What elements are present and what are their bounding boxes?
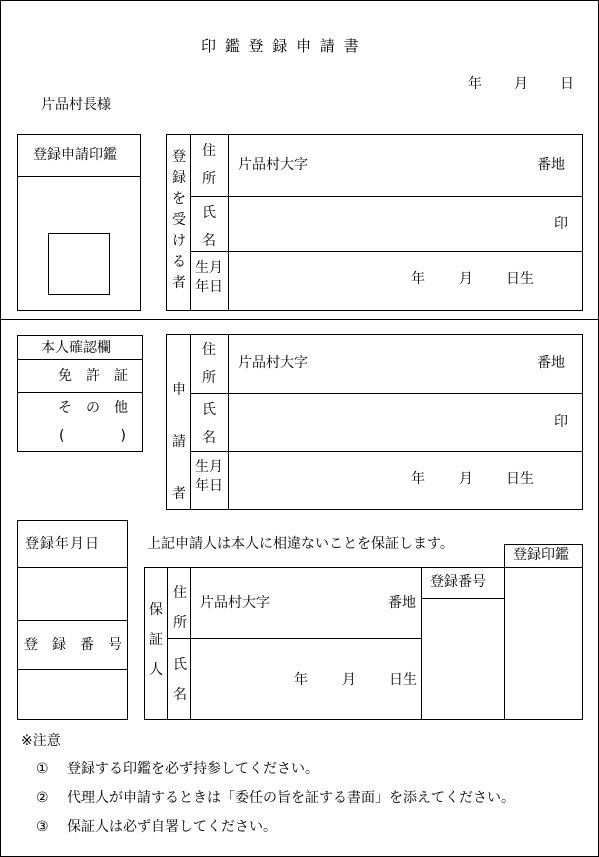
divider: [190, 196, 583, 197]
divider: [228, 334, 229, 510]
guarantor-birth-year: 年: [294, 672, 308, 688]
guarantor-birth-month: 月: [342, 672, 356, 688]
registrant-birthdate-label: 生月年日: [195, 260, 223, 295]
registrant-address-value: 片品村大字: [238, 157, 308, 173]
divider: [228, 134, 229, 311]
registration-stamp-label: 登録申請印鑑: [33, 147, 117, 163]
divider: [190, 334, 191, 510]
guarantor-address-label: 住所: [173, 585, 187, 631]
date-month-label: 月: [514, 76, 528, 92]
registrant-name-label: 氏名: [202, 205, 216, 249]
divider: [190, 251, 583, 252]
guarantor-address-value: 片品村大字: [200, 595, 270, 611]
applicant-address-suffix: 番地: [537, 355, 565, 371]
applicant-birthdate-label: 生月年日: [195, 459, 223, 494]
applicant-address-label: 住所: [202, 342, 216, 386]
applicant-birth-month: 月: [459, 471, 473, 487]
divider: [17, 176, 141, 177]
applicant-group-label: 申請者: [172, 382, 186, 502]
divider: [17, 669, 128, 670]
guarantor-birth-day: 日生: [389, 672, 417, 688]
applicant-birth-year: 年: [411, 471, 425, 487]
date-year-label: 年: [468, 76, 482, 92]
divider: [190, 393, 583, 394]
guarantor-name-label: 氏名: [173, 657, 187, 703]
guarantor-reg-number-label: 登録番号: [430, 574, 486, 590]
divider: [190, 567, 191, 720]
divider: [190, 451, 583, 452]
guarantee-statement: 上記申請人は本人に相違ないことを保証します。: [147, 536, 454, 552]
registration-number-label: 登 録 番 号: [24, 637, 122, 653]
section-divider: [1, 319, 598, 320]
stamp-placeholder: [48, 233, 110, 295]
applicant-address-value: 片品村大字: [238, 355, 308, 371]
divider: [17, 620, 128, 621]
divider: [421, 598, 505, 599]
divider: [167, 567, 168, 720]
note-text: 代理人が申請するときは「委任の旨を証する書面」を添えてください。: [67, 790, 515, 806]
guarantor-address-suffix: 番地: [388, 595, 416, 611]
addressee: 片品村長様: [41, 97, 111, 113]
divider: [17, 359, 143, 360]
registrant-seal-mark: 印: [554, 216, 568, 232]
date-day-label: 日: [560, 76, 574, 92]
note-number: ③: [36, 819, 49, 835]
divider: [167, 638, 422, 639]
identity-other: そ の 他: [58, 400, 128, 416]
registrant-address-label: 住所: [202, 143, 216, 187]
applicant-birth-day: 日生: [506, 471, 534, 487]
registrant-birth-month: 月: [459, 271, 473, 287]
guarantor-stamp-box: [504, 544, 583, 720]
note-number: ①: [36, 761, 49, 777]
note-text: 保証人は必ず自署してください。: [67, 819, 277, 835]
guarantor-stamp-label: 登録印鑑: [513, 547, 569, 563]
applicant-seal-mark: 印: [554, 414, 568, 430]
registrant-birth-day: 日生: [506, 271, 534, 287]
identity-license: 免 許 証: [58, 368, 128, 384]
notes-heading: ※注意: [21, 733, 61, 749]
note-text: 登録する印鑑を必ず持参してください。: [67, 761, 319, 777]
identity-other-detail: ( ): [59, 428, 126, 444]
applicant-name-label: 氏名: [202, 402, 216, 446]
divider: [190, 134, 191, 311]
divider: [504, 567, 583, 568]
divider: [17, 392, 143, 393]
form-title: 印 鑑 登 録 申 請 書: [201, 37, 361, 55]
guarantor-group-label: 保証人: [149, 602, 163, 678]
divider: [17, 567, 128, 568]
registration-date-label: 登録年月日: [25, 536, 100, 552]
registrant-birth-year: 年: [411, 271, 425, 287]
registrant-group-label: 登録を受ける者: [172, 149, 186, 291]
registrant-address-suffix: 番地: [537, 157, 565, 173]
identity-check-title: 本人確認欄: [41, 340, 111, 356]
note-number: ②: [36, 790, 49, 806]
